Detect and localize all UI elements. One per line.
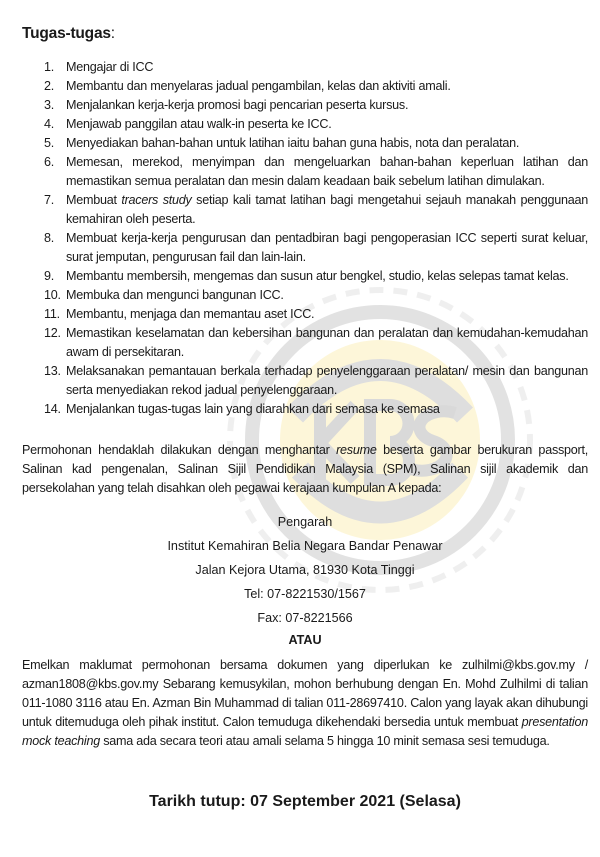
duty-item [44, 115, 588, 134]
duty-text: Memesan, merekod, menyimpan dan mengeluarkan bahan-bahan keperluan latihan dan memastikan semua peralatan dan mesin dalam keadaan baik sebelum latihan dimulakan. [66, 155, 588, 188]
duty-number: 5. [44, 136, 55, 150]
duty-text-part: Membuat [66, 193, 122, 207]
duty-item [44, 77, 588, 96]
duty-item [44, 362, 588, 400]
duty-text: Membuat kerja-kerja pengurusan dan pentadbiran bagi pengoperasian ICC seperti surat keluar, surat jemputan, pengurusan fail dan lain-lain. [66, 231, 588, 264]
duty-number: 11. [44, 307, 60, 321]
email-paragraph: Emelkan maklumat permohonan bersama dokumen yang diperlukan ke zulhilmi@kbs.gov.my / azman1808@kbs.gov.my Sebarang kemusykilan, mohon berhubung dengan En. Mohd Zulhilmi di talian 011-1080 3116 atau En. Azman Bin Muhammad di talian 011-28697410. Calon yang layak akan dihubungi untuk ditemuduga oleh pihak institut. Calon temuduga dikehendaki bersedia untuk membuat presentation mock teaching sama ada secara teori atau amali selama 5 hingga 10 minit semasa sesi temuduga. [22, 658, 588, 748]
address-institute: Institut Kemahiran Belia Negara Bandar Penawar [167, 539, 443, 553]
duty-text: Menyediakan bahan-bahan untuk latihan iaitu bahan guna habis, nota dan peralatan. [66, 136, 520, 150]
duty-item [44, 58, 588, 77]
duty-number: 4. [44, 117, 55, 131]
duty-number: 3. [44, 98, 55, 112]
duty-number: 1. [44, 60, 55, 74]
address-fax: Fax: 07-8221566 [257, 611, 353, 625]
duty-text: Membantu, menjaga dan memantau aset ICC. [66, 307, 315, 321]
duty-item [44, 229, 588, 267]
duty-item [44, 96, 588, 115]
duty-item [44, 267, 588, 286]
closing-date: Tarikh tutup: 07 September 2021 (Selasa) [149, 793, 461, 810]
duty-text: Menjawab panggilan atau walk-in peserta ke ICC. [66, 117, 332, 131]
duty-number: 12. [44, 326, 61, 340]
duty-text: Memastikan keselamatan dan kebersihan bangunan dan peralatan dan kemudahan-kemudahan awam di persekitaran. [66, 326, 588, 359]
duty-item [44, 400, 588, 419]
duty-number: 14. [44, 402, 61, 416]
duty-number: 8. [44, 231, 55, 245]
duty-number: 9. [44, 269, 55, 283]
address-title: Pengarah [277, 515, 333, 529]
duty-number: 13. [44, 364, 61, 378]
duty-number: 2. [44, 79, 55, 93]
address-tel: Tel: 07-8221530/1567 [244, 587, 366, 601]
duty-item [44, 191, 588, 229]
duty-text-part: setiap kali tamat latihan bagi mengetahui sejauh manakah penggunaan kemahiran oleh peserta. [66, 193, 588, 226]
duty-item [44, 134, 588, 153]
duty-text: Membantu membersih, mengemas dan susun atur bengkel, studio, kelas selepas tamat kelas. [66, 269, 569, 283]
duty-text: Membantu dan menyelaras jadual pengambilan, kelas dan aktiviti amali. [66, 79, 451, 93]
application-paragraph: Permohonan hendaklah dilakukan dengan menghantar resume beserta gambar berukuran passport, Salinan kad pengenalan, Salinan Sijil Pendidikan Malaysia (SPM), Salinan sijil akademik dan persekolahan yang telah disahkan oleh pegawai kerajaan kumpulan A kepada: [22, 443, 588, 495]
duty-number: 10. [44, 288, 61, 302]
address-block [22, 510, 588, 650]
duty-item [44, 305, 588, 324]
duty-text: Mengajar di ICC [66, 60, 154, 74]
duty-text: Menjalankan kerja-kerja promosi bagi pencarian peserta kursus. [66, 98, 409, 112]
address-street: Jalan Kejora Utama, 81930 Kota Tinggi [195, 563, 415, 577]
duty-text: Melaksanakan pemantauan berkala terhadap penyelenggaraan peralatan/ mesin dan bangunan serta menyediakan rekod jadual penyelenggaraan. [66, 364, 588, 397]
duty-number: 7. [44, 193, 55, 207]
duty-text-part: tracers study [121, 193, 192, 207]
duty-item [44, 153, 588, 191]
or-label: ATAU [288, 633, 322, 647]
duties-list [22, 58, 588, 419]
duty-text: Menjalankan tugas-tugas lain yang diarahkan dari semasa ke semasa [66, 402, 440, 416]
duties-heading: Tugas-tugas: [22, 25, 115, 42]
duty-text [66, 191, 588, 229]
duty-item [44, 324, 588, 362]
duty-item [44, 286, 588, 305]
duty-number: 6. [44, 155, 55, 169]
duty-text: Membuka dan mengunci bangunan ICC. [66, 288, 284, 302]
